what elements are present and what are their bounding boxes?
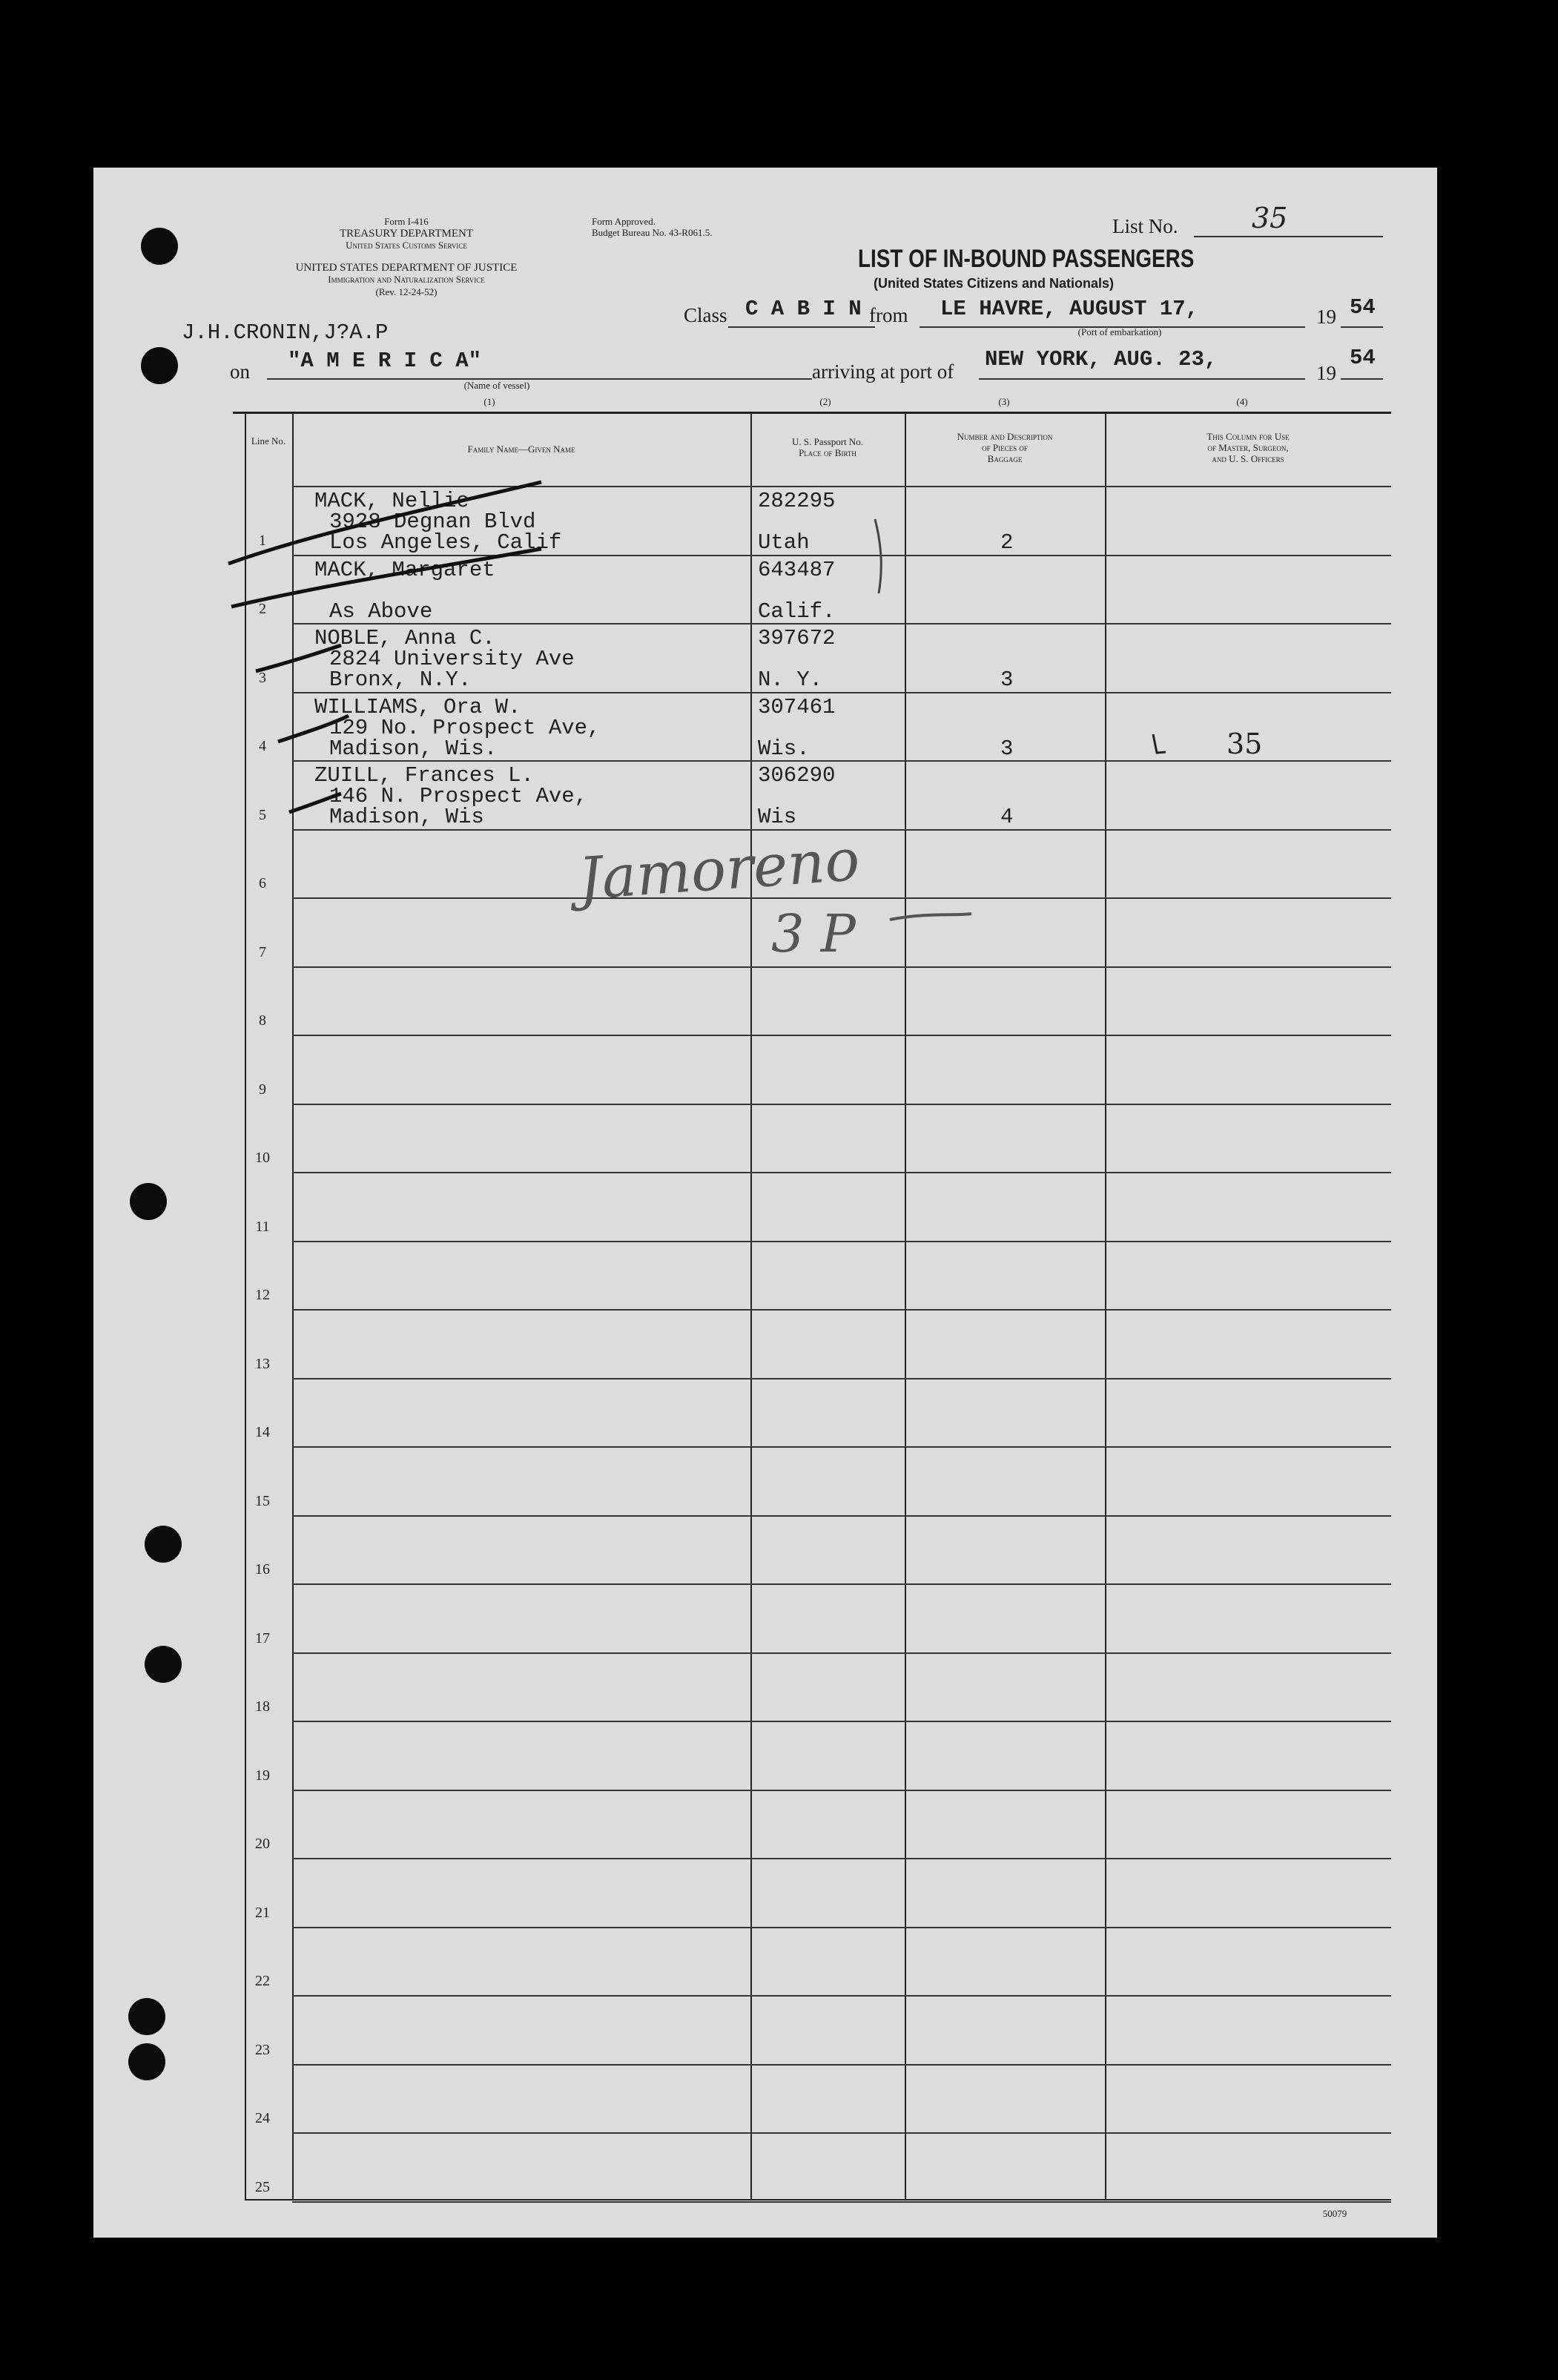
passport-number: 397672 <box>758 626 836 650</box>
year-prefix-1: 19 <box>1316 306 1336 328</box>
header-officers-1: This Column for Use <box>1207 431 1290 442</box>
officer-note: 35 <box>1227 727 1263 760</box>
line-number: 12 <box>255 1287 270 1303</box>
line-number: 23 <box>255 2041 270 2058</box>
line-number: 4 <box>259 738 266 754</box>
passport-number: 306290 <box>758 763 836 788</box>
master-name: J.H.CRONIN,J?A.P <box>182 320 389 345</box>
passport-number: 282295 <box>758 489 836 513</box>
line-number: 22 <box>255 1973 270 1989</box>
line-number: 9 <box>259 1081 266 1098</box>
arriving-label: arriving at port of <box>812 360 954 383</box>
treasury-dept: TREASURY DEPARTMENT <box>339 228 474 240</box>
line-number: 17 <box>255 1629 270 1646</box>
passport-number: 643487 <box>758 557 836 582</box>
line-number: 7 <box>259 943 266 960</box>
col3-number: (3) <box>998 396 1010 407</box>
place-of-birth: N. Y. <box>758 667 823 692</box>
line-number: 5 <box>259 806 266 823</box>
vessel-caption: (Name of vessel) <box>463 380 530 391</box>
header-officers-2: of Master, Surgeon, <box>1207 442 1289 453</box>
header-baggage-2: of Pieces of <box>982 442 1028 453</box>
passenger-address-2: Madison, Wis. <box>329 736 498 761</box>
passenger-name: ZUILL, Frances L. <box>314 763 534 788</box>
line-number: 24 <box>255 2110 270 2126</box>
passenger-address-1: 3928 Degnan Blvd <box>329 510 536 534</box>
baggage-count: 3 <box>1000 736 1014 761</box>
class-label: Class <box>684 304 727 326</box>
footer-code: 50079 <box>1322 2208 1347 2219</box>
place-of-birth: Wis. <box>758 736 810 761</box>
header-baggage-3: Baggage <box>987 453 1023 464</box>
page-title: LIST OF IN-BOUND PASSENGERS <box>858 245 1195 273</box>
embark-port-value: LE HAVRE, AUGUST 17, <box>940 297 1199 321</box>
form-number: Form I-416 <box>384 216 429 227</box>
budget-bureau: Budget Bureau No. 43-R061.5. <box>592 227 713 238</box>
on-label: on <box>230 360 250 383</box>
line-number: 10 <box>255 1150 270 1166</box>
col4-number: (4) <box>1236 396 1248 407</box>
form-approved: Form Approved. <box>592 216 656 227</box>
line-number: 20 <box>255 1836 270 1852</box>
year-value-2: 54 <box>1350 346 1376 370</box>
line-number: 11 <box>255 1218 270 1235</box>
line-number: 21 <box>255 1904 270 1921</box>
line-number: 2 <box>259 601 266 617</box>
handwritten-note: 3 P <box>771 903 856 964</box>
col2-number: (2) <box>819 396 831 407</box>
passenger-name: MACK, Margaret <box>314 557 495 582</box>
passenger-name: MACK, Nellie <box>314 489 469 513</box>
passenger-address-1: 2824 University Ave <box>329 647 575 671</box>
place-of-birth: Calif. <box>758 599 836 624</box>
col1-number: (1) <box>483 396 495 407</box>
line-number: 25 <box>255 2178 270 2195</box>
customs-service: United States Customs Service <box>346 240 467 251</box>
passenger-address-2: Madison, Wis <box>329 805 484 829</box>
header-birth: Place of Birth <box>799 447 856 458</box>
revision: (Rev. 12-24-52) <box>375 286 438 297</box>
passenger-address-2: As Above <box>329 599 433 624</box>
passenger-address-1: 129 No. Prospect Ave, <box>329 715 601 740</box>
passport-number: 307461 <box>758 694 836 719</box>
page-subtitle: (United States Citizens and Nationals) <box>874 276 1115 291</box>
list-no-label: List No. <box>1112 215 1178 237</box>
year-prefix-2: 19 <box>1316 362 1336 384</box>
line-number: 19 <box>255 1767 270 1784</box>
list-no-value: 35 <box>1252 202 1288 234</box>
year-value-1: 54 <box>1350 295 1376 320</box>
header-baggage-1: Number and Description <box>957 431 1053 442</box>
arrival-port-value: NEW YORK, AUG. 23, <box>985 347 1218 372</box>
passenger-name: WILLIAMS, Ora W. <box>314 694 521 719</box>
passenger-name: NOBLE, Anna C. <box>314 626 495 650</box>
justice-dept: UNITED STATES DEPARTMENT OF JUSTICE <box>295 262 518 274</box>
ins-service: Immigration and Naturalization Service <box>328 274 485 285</box>
vessel-name: "A M E R I C A" <box>288 349 482 373</box>
passenger-address-2: Bronx, N.Y. <box>329 667 472 692</box>
line-number: 3 <box>259 669 266 686</box>
passenger-address-1: 146 N. Prospect Ave, <box>329 784 588 808</box>
handwritten-signature: Jamoreno <box>576 826 862 914</box>
baggage-count: 2 <box>1000 530 1014 555</box>
line-number: 14 <box>255 1424 270 1440</box>
line-number: 8 <box>259 1012 266 1029</box>
line-number: 15 <box>255 1492 270 1509</box>
embark-caption: (Port of embarkation) <box>1077 326 1162 337</box>
line-number: 13 <box>255 1355 270 1372</box>
place-of-birth: Wis <box>758 805 797 829</box>
from-label: from <box>869 304 908 326</box>
line-number: 1 <box>259 532 266 549</box>
header-name: Family Name—Given Name <box>467 444 575 455</box>
header-passport: U. S. Passport No. <box>791 436 864 447</box>
line-number: 6 <box>259 875 266 891</box>
line-number: 18 <box>255 1698 270 1715</box>
baggage-count: 4 <box>1000 805 1014 829</box>
place-of-birth: Utah <box>758 530 810 555</box>
line-number: 16 <box>255 1561 270 1578</box>
baggage-count: 3 <box>1000 667 1014 692</box>
header-line-no: Line No. <box>251 435 286 446</box>
class-value: C A B I N <box>745 297 862 321</box>
header-officers-3: and U. S. Officers <box>1212 453 1284 464</box>
passenger-address-2: Los Angeles, Calif <box>329 530 562 555</box>
